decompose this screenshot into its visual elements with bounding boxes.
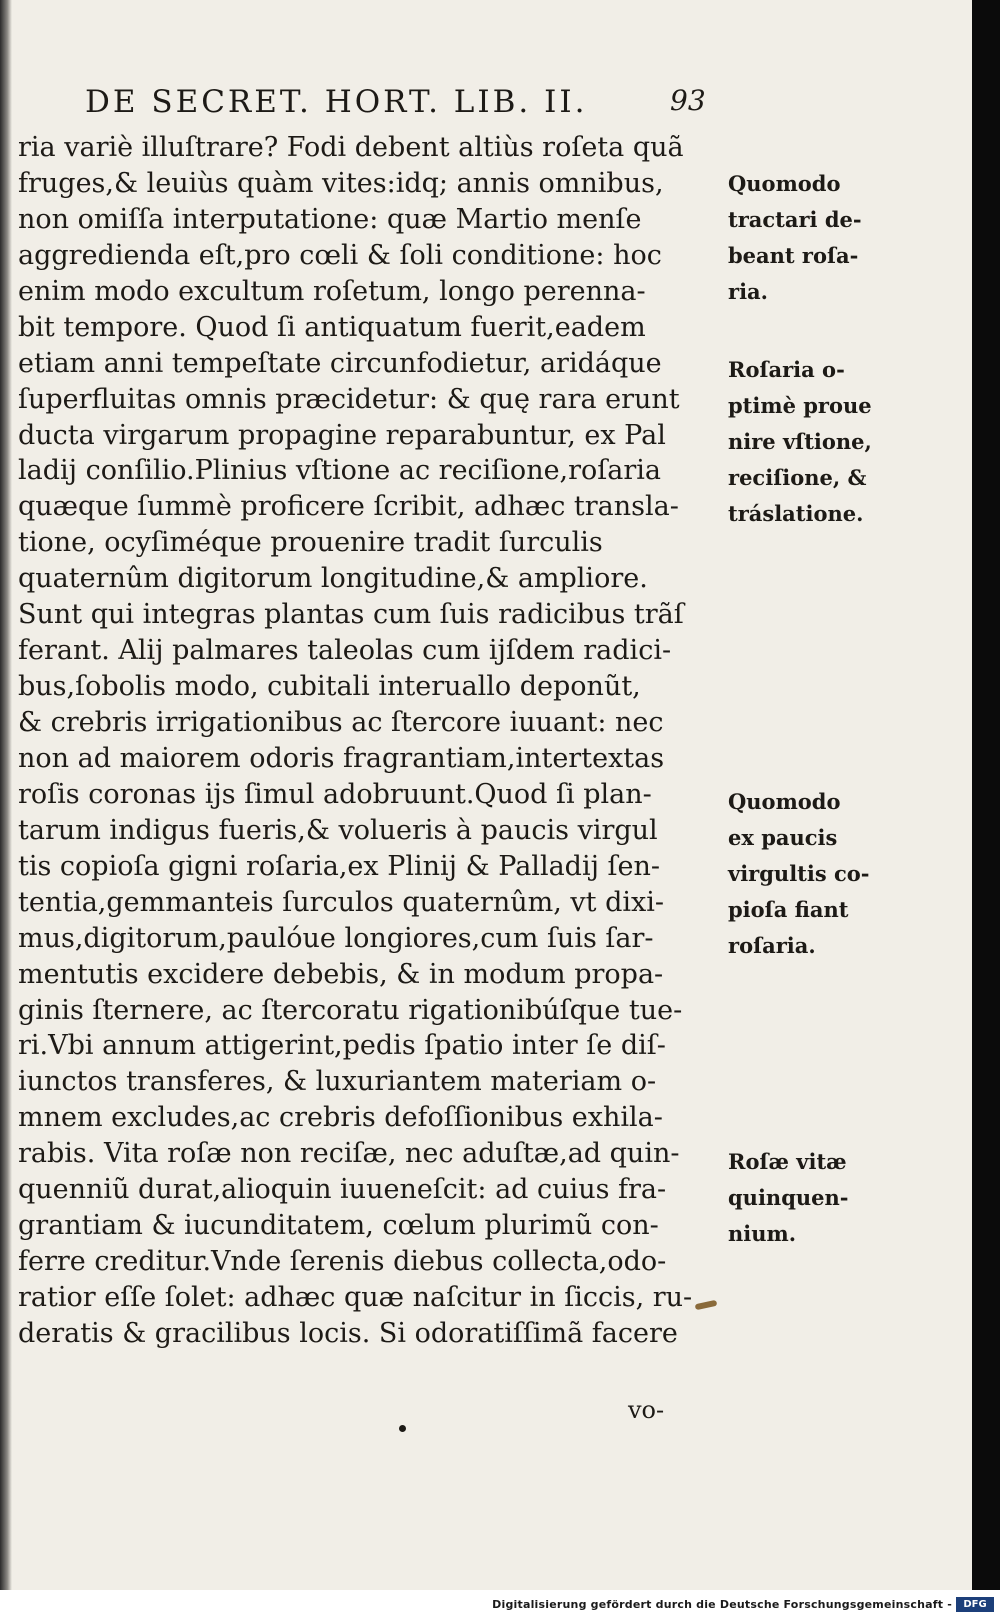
- signature-dot: [399, 1425, 406, 1432]
- marginal-note-line: nire vſtione,: [728, 429, 872, 454]
- marginal-note-quomodo-tractari: [728, 166, 862, 310]
- marginal-note-line: quinquen-: [728, 1185, 849, 1210]
- marginal-note-line: Quomodo: [728, 789, 841, 814]
- marginal-note-ex-paucis: [728, 784, 870, 964]
- text-line: enim modo excultum roſetum, longo perenna-: [18, 275, 646, 307]
- text-line: quæque ſummè proficere ſcribit, adhæc transla-: [18, 491, 679, 523]
- text-line: roſis coronas ijs ſimul adobruunt.Quod ſi plan-: [18, 778, 652, 810]
- text-line: etiam anni tempeſtate circunfodietur, aridáque: [18, 347, 662, 379]
- marginal-note-line: nium.: [728, 1221, 797, 1246]
- running-head: DE SECRET. HORT. LIB. II.: [85, 84, 588, 120]
- text-line: grantiam & iucunditatem, cœlum plurimũ con-: [18, 1210, 659, 1242]
- page-gutter-shadow: [0, 0, 12, 1590]
- page-number: 93: [670, 84, 706, 117]
- text-line: quaternûm digitorum longitudine,& ampliore.: [18, 563, 648, 595]
- text-line: bus,ſobolis modo, cubitali interuallo deponũt,: [18, 671, 641, 703]
- text-line: non omiſſa interputatione: quæ Martio menſe: [18, 203, 642, 235]
- text-line: ladij conſilio.Plinius vſtione ac reciſione,roſaria: [18, 455, 662, 487]
- text-line: mentutis excidere debebis, & in modum propa-: [18, 958, 664, 990]
- text-line: deratis & gracilibus locis. Si odoratiſſimã facere: [18, 1317, 678, 1349]
- marginal-note-line: reciſione, &: [728, 465, 867, 490]
- text-line: ria variè illuſtrare? Fodi debent altiùs roſeta quã: [18, 132, 684, 163]
- text-line: mnem excludes,ac crebris defoſſionibus exhila-: [18, 1102, 663, 1134]
- marginal-note-line: roſaria.: [728, 933, 816, 958]
- marginal-note-line: beant roſa-: [728, 243, 859, 268]
- text-line: Sunt qui integras plantas cum ſuis radicibus trãſ: [18, 599, 684, 631]
- text-line: tione, ocyſiméque prouenire tradit ſurculis: [18, 527, 603, 559]
- text-line: mus,digitorum,paulóue longiores,cum ſuis ſar-: [18, 922, 654, 954]
- text-line: fruges,& leuiùs quàm vites:idq; annis omnibus,: [18, 167, 664, 199]
- text-line: ginis ſternere, ac ſtercoratu rigationibúſque tue-: [18, 994, 683, 1026]
- marginal-note-line: virgultis co-: [728, 861, 870, 886]
- text-line: tis copioſa gigni roſaria,ex Plinij & Palladij ſen-: [18, 850, 661, 882]
- text-line: rabis. Vita roſæ non reciſæ, nec aduſtæ,ad quin-: [18, 1138, 680, 1170]
- text-line: tentia,gemmanteis ſurculos quaternûm, vt dixi-: [18, 886, 665, 918]
- text-line: iunctos transferes, & luxuriantem materiam o-: [18, 1066, 657, 1098]
- text-line: ſuperfluitas omnis præcidetur: & quę rara erunt: [18, 383, 680, 415]
- marginal-note-rosaria-optime: [728, 352, 872, 532]
- dfg-logo: DFG: [956, 1597, 994, 1612]
- text-line: non ad maiorem odoris fragrantiam,intertextas: [18, 742, 665, 774]
- text-line: tarum indigus fueris,& volueris à paucis virgul: [18, 814, 658, 846]
- text-line: & crebris irrigationibus ac ſtercore iuuant: nec: [18, 707, 664, 738]
- marginal-note-line: pioſa fiant: [728, 897, 849, 922]
- marginal-note-line: tractari de-: [728, 207, 862, 232]
- text-line: aggredienda eſt,pro cœli & ſoli conditione: hoc: [18, 239, 662, 271]
- text-line: ferre creditur.Vnde ſerenis diebus collecta,odo-: [18, 1246, 667, 1278]
- digitization-credit: Digitalisierung gefördert durch die Deutsche Forschungsgemeinschaft -: [492, 1598, 952, 1611]
- text-line: quenniũ durat,alioquin iuueneſcit: ad cuius fra-: [18, 1174, 667, 1206]
- marginal-note-rosae-vitae: [728, 1144, 849, 1252]
- marginal-note-line: ptimè proue: [728, 393, 872, 418]
- marginal-note-line: tráslatione.: [728, 501, 864, 526]
- marginal-note-line: Roſaria o-: [728, 357, 845, 382]
- marginal-note-line: ex paucis: [728, 825, 838, 850]
- main-text-block: [18, 130, 718, 1352]
- marginal-note-line: ria.: [728, 279, 768, 304]
- text-line: ri.Vbi annum attigerint,pedis ſpatio inter ſe diſ-: [18, 1030, 666, 1062]
- marginal-note-line: Quomodo: [728, 171, 841, 196]
- catchword: vo-: [628, 1396, 665, 1424]
- marginal-note-line: Roſæ vitæ: [728, 1149, 847, 1174]
- text-line: ferant. Alij palmares taleolas cum ijſdem radici-: [18, 635, 672, 667]
- text-line: ducta virgarum propagine reparabuntur, ex Pal: [18, 419, 666, 451]
- text-line: bit tempore. Quod ſi antiquatum fuerit,eadem: [18, 311, 646, 343]
- text-line: ratior eſſe ſolet: adhæc quæ naſcitur in ſiccis, ru-: [18, 1282, 693, 1313]
